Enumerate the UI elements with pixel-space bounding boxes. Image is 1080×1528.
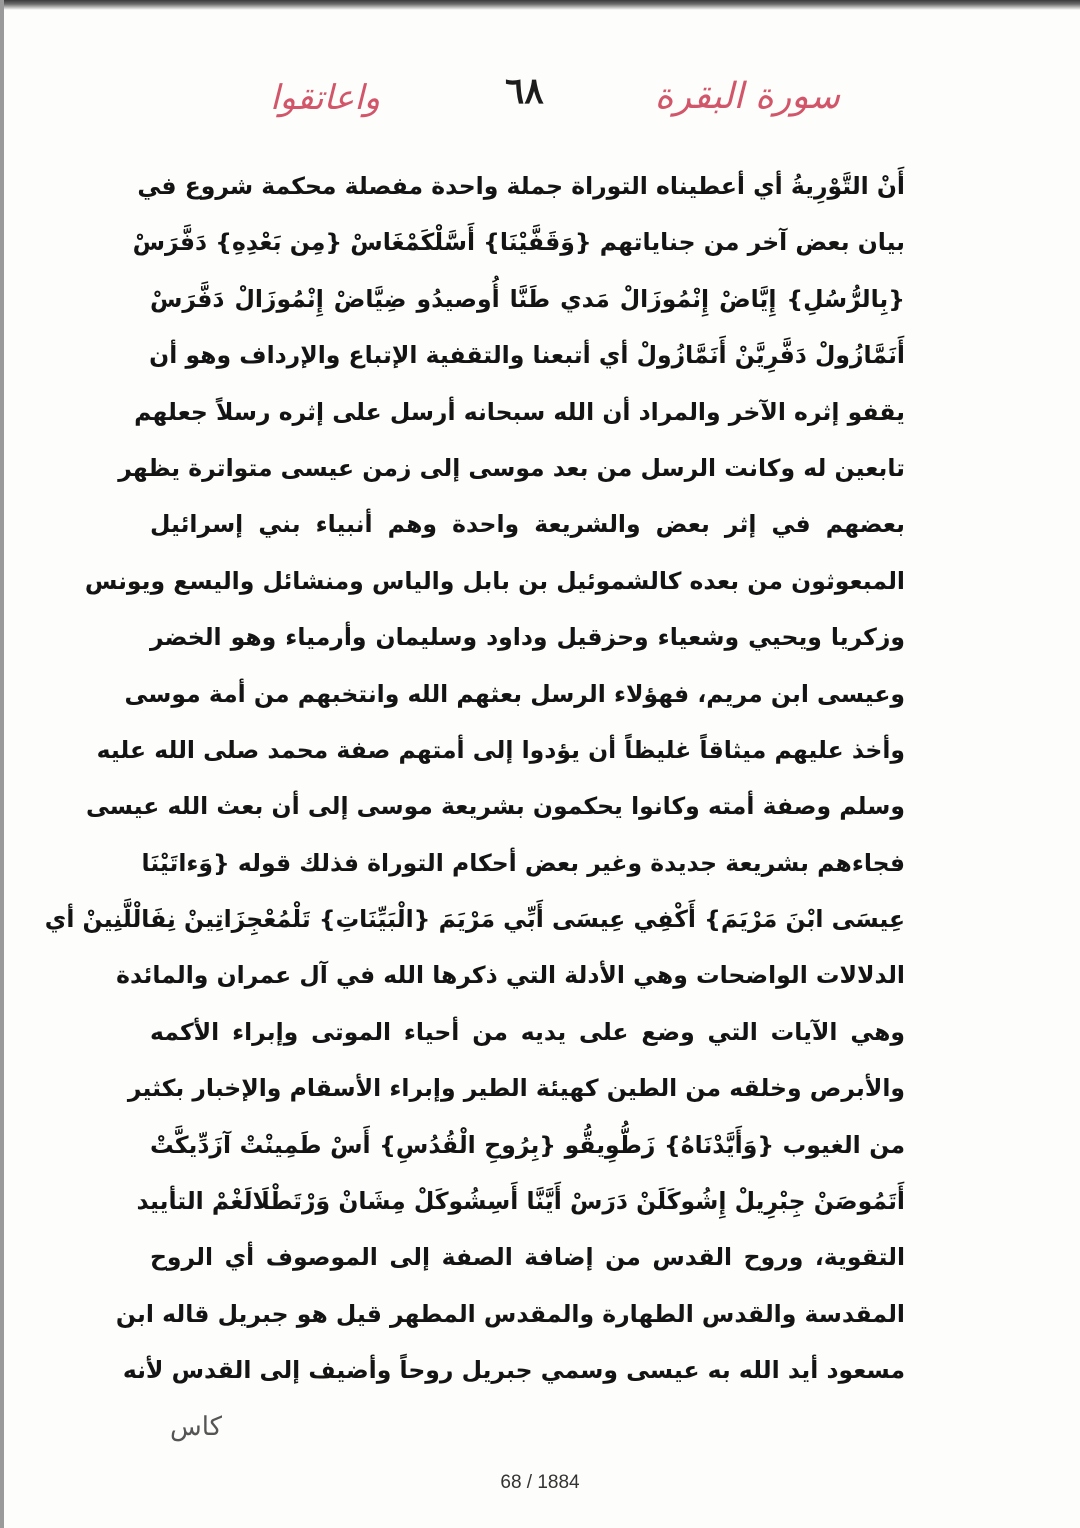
text-line-10: وعيسى ابن مريم، فهؤلاء الرسل بعثهم الله وانتخبهم من أمة موسى [124,679,905,708]
text-line-15: الدلالات الواضحات وهي الأدلة التي ذكرها الله في آل عمران والمائدة [116,961,905,990]
handwritten-margin-note: كاس [170,1412,223,1442]
text-line-8: المبعوثون من بعده كالشموئيل بن بابل والياس ومنشائل واليسع ويونس [84,566,905,595]
scan-top-edge [0,0,1080,10]
text-line-13: فجاءهم بشريعة جديدة وغير بعض أحكام التوراة فذلك قوله {وَءاتَيْنَا [141,848,905,877]
text-line-12: وسلم وصفة أمته وكانوا يحكمون بشريعة موسى إلى أن بعث الله عيسى [85,792,905,821]
scan-left-edge [0,0,4,1528]
text-line-11: وأخذ عليهم ميثاقاً غليظاً أن يؤدوا إلى أمتهم صفة محمد صلى الله عليه [96,735,905,764]
text-line-2: بيان بعض آخر من جناياتهم {وَقَفَّيْنَا} أَسَّلْكَمْغَاسْ {مِن بَعْدِهِ} دَفَّرَسْ [132,228,905,257]
text-line-20: التقوية، وروح القدس من إضافة الصفة إلى الموصوف أي الروح [150,1243,905,1272]
header-handwritten-surah: سورة البقرة [654,76,840,117]
text-line-18: من الغيوب {وَأَيَّدْنَاهُ} زَطُّوِيقُّو {بِرُوحِ الْقُدُسِ} أَسْ طَمِينْتْ آزَدِّيكَّتْ [150,1130,905,1159]
text-line-6: تابعين له وكانت الرسل من بعد موسى إلى زمن عيسى متواترة يظهر [118,453,905,482]
header-handwritten-left: واعاتقوا [270,78,381,118]
text-line-9: وزكريا ويحيي وشعياء وحزقيل وداود وسليمان وأرمياء وهو الخضر [150,623,905,652]
page-indicator: 68 / 1884 [500,1472,580,1493]
page-header [150,70,930,140]
page-number: ٦٨ [505,70,544,112]
text-line-22: مسعود أيد الله به عيسى وسمي جبريل روحاً وأضيف إلى القدس لأنه [122,1356,905,1385]
text-line-1: أَنْ التَّوْرِيةُ أي أعطيناه التوراة جملة واحدة مفصلة محكمة شروع في [137,172,905,200]
text-line-16: وهي الآيات التي وضع على يديه من أحياء الموتى وإبراء الأكمه [150,1017,905,1046]
text-line-3: {بِالرُّسُلِ} إِيَّاضْ إِنْمُوزَالْ مَدي طَنَّا أُوصيدُو ضِيَّاضْ إِنْمُوزَالْ دَفَّرَسْ [150,284,905,313]
page-body-text [44,158,905,1399]
text-line-4: أَنَمَّازُولْ دَفَّرِيَّنْ أَنَمَّازُولْ أي أتبعنا والتقفية الإتباع والإرداف وهو أن [149,341,905,370]
text-line-21: المقدسة والقدس الطهارة والمقدس المطهر قيل هو جبريل قاله ابن [115,1299,905,1328]
text-line-7: بعضهم في إثر بعض والشريعة واحدة وهم أنبياء بني إسرائيل [150,510,905,539]
text-line-17: والأبرص وخلقه من الطين كهيئة الطير وإبراء الأسقام والإخبار بكثير [127,1074,905,1103]
text-line-19: أَتَمُوصَنْ جِبْرِيلْ إِشُوكَلَنْ دَرَسْ أَيَّنَّا أَسِشُوكَلْ مِشَانْ وَرْتَطْلَالَغْمْ التأييد [136,1187,905,1216]
text-line-14: عِيسَى ابْنَ مَرْيَمَ} أَكْفِي عِيسَى أَبِّي مَرْيَمَ {الْبَيِّنَاتِ} تَلْمُعْجِزَاتِينْ نِفَالْلَّنِينْ أي [44,905,905,934]
text-line-5: يقفو إثره الآخر والمراد أن الله سبحانه أرسل على إثره رسلاً جعلهم [134,397,905,426]
